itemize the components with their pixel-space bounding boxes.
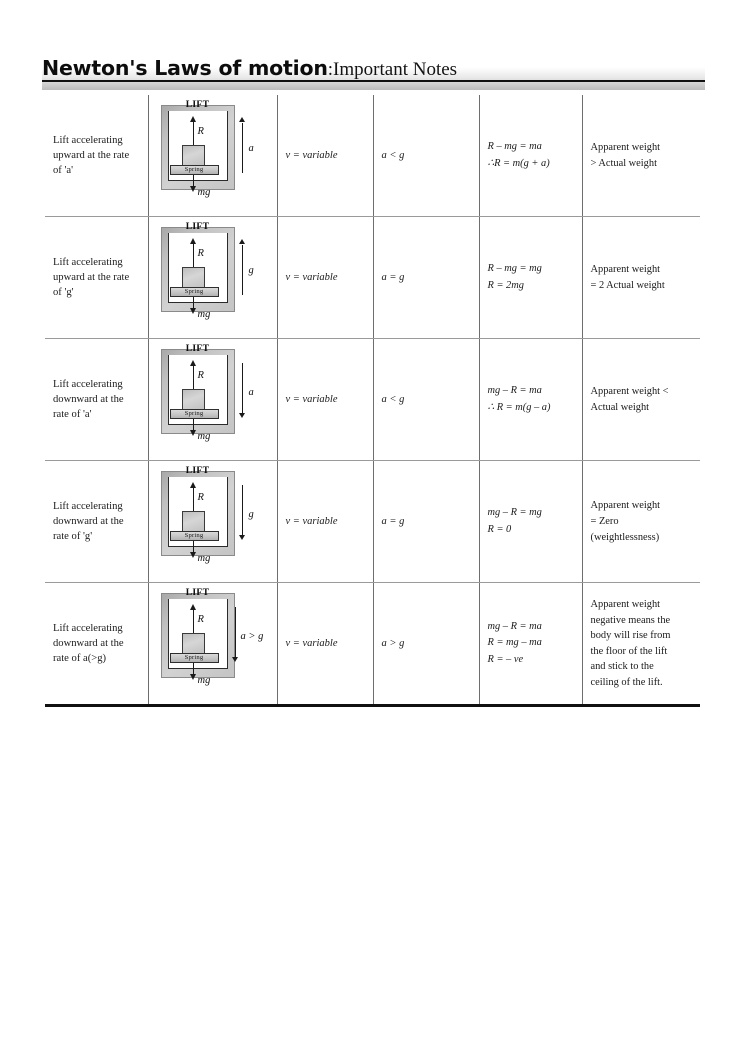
acceleration-arrow-head-icon — [239, 413, 245, 418]
lift-diagram-cell — [148, 95, 277, 217]
acceleration-arrow-head-icon — [239, 239, 245, 244]
page-title — [42, 56, 705, 82]
equations-cell — [479, 95, 582, 217]
body-block — [182, 633, 205, 654]
equation-line: mg – R = ma — [487, 384, 542, 396]
result-line: the floor of the lift — [590, 645, 668, 657]
acceleration-label: g — [248, 265, 254, 277]
lift-diagram — [157, 589, 269, 693]
weight-label: mg — [197, 431, 211, 443]
acceleration-text: a < g — [381, 394, 405, 406]
acceleration-arrow-head-icon — [239, 535, 245, 540]
velocity-text: v = variable — [285, 149, 338, 161]
velocity-text: v = variable — [285, 272, 338, 283]
spring-balance: Spring — [170, 409, 219, 419]
equations-cell — [479, 583, 582, 706]
case-description-cell — [45, 461, 148, 583]
equation-line: mg – R = ma — [487, 620, 542, 632]
result-line: Apparent weight — [590, 500, 661, 512]
lift-diagram — [157, 101, 269, 205]
acceleration-arrow-shaft — [242, 485, 243, 535]
result-line: Actual weight — [590, 401, 650, 413]
acceleration-label: a — [248, 143, 254, 154]
lift-label: LIFT — [185, 221, 210, 233]
velocity-cell — [277, 95, 373, 217]
result-cell — [582, 217, 700, 339]
normal-force-arrow-head-icon — [190, 604, 196, 610]
case-description-text: Lift accelerating downward at the rate of 'a' — [53, 379, 124, 421]
case-description-cell — [45, 339, 148, 461]
result-line: negative means the — [590, 614, 671, 626]
table-row — [45, 217, 700, 339]
acceleration-cell — [373, 95, 479, 217]
table-row — [45, 95, 700, 217]
acceleration-text: a < g — [381, 149, 405, 161]
weight-arrow-head-icon — [190, 430, 196, 436]
normal-force-label: R — [197, 370, 204, 382]
velocity-cell — [277, 583, 373, 706]
case-description-text: Lift accelerating upward at the rate of 'g' — [53, 257, 130, 299]
lift-label: LIFT — [185, 99, 210, 110]
case-description-cell — [45, 583, 148, 706]
lift-diagram-cell — [148, 461, 277, 583]
table-row — [45, 339, 700, 461]
acceleration-arrow-head-icon — [239, 117, 245, 122]
lift-diagram — [157, 345, 269, 449]
velocity-text: v = variable — [285, 638, 338, 650]
acceleration-label: a > g — [240, 631, 264, 643]
body-block — [182, 511, 205, 532]
acceleration-cell — [373, 461, 479, 583]
equation-line: R = 2mg — [487, 279, 524, 291]
equation-line: ∴R = m(g + a) — [487, 157, 550, 169]
weight-label: mg — [197, 553, 211, 565]
equation-line: R – mg = ma — [487, 140, 542, 152]
normal-force-arrow-head-icon — [190, 360, 196, 366]
spring-balance: Spring — [170, 165, 219, 175]
case-description-cell — [45, 95, 148, 217]
equation-line: ∴ R = m(g – a) — [487, 401, 551, 413]
equation-line: R – mg = mg — [487, 262, 542, 274]
lift-diagram-cell — [148, 339, 277, 461]
acceleration-arrow-shaft — [242, 363, 243, 413]
spring-balance: Spring — [170, 653, 219, 663]
velocity-text: v = variable — [285, 394, 338, 406]
result-line: = 2 Actual weight — [590, 279, 665, 291]
velocity-cell — [277, 461, 373, 583]
body-block — [182, 389, 205, 410]
spring-balance: Spring — [170, 531, 219, 541]
page-title-sub: :Important Notes — [327, 59, 458, 80]
acceleration-arrow-shaft — [235, 607, 236, 657]
normal-force-arrow-head-icon — [190, 116, 196, 122]
result-cell — [582, 461, 700, 583]
acceleration-arrow-head-icon — [232, 657, 238, 662]
body-block — [182, 145, 205, 166]
weight-label: mg — [197, 675, 211, 687]
table-body — [45, 95, 700, 706]
equation-line: R = – ve — [487, 654, 524, 666]
lift-label: LIFT — [185, 465, 210, 477]
normal-force-label: R — [197, 248, 204, 260]
weight-arrow-head-icon — [190, 674, 196, 680]
case-description-text: Lift accelerating downward at the rate of 'g' — [53, 501, 124, 543]
normal-force-label: R — [197, 492, 204, 504]
case-description-text: Lift accelerating upward at the rate of 'a' — [53, 134, 130, 177]
weight-label: mg — [197, 187, 211, 198]
normal-force-label: R — [197, 614, 204, 626]
normal-force-label: R — [197, 126, 204, 137]
equation-line: mg – R = mg — [487, 506, 542, 518]
acceleration-text: a > g — [381, 638, 405, 650]
velocity-cell — [277, 339, 373, 461]
table-row — [45, 461, 700, 583]
acceleration-label: g — [248, 509, 254, 521]
lift-diagram — [157, 223, 269, 327]
lift-diagram-cell — [148, 583, 277, 706]
result-line: Apparent weight — [590, 599, 661, 611]
result-line: body will rise from — [590, 630, 671, 642]
velocity-text: v = variable — [285, 516, 338, 528]
acceleration-label: a — [248, 387, 254, 399]
spring-balance: Spring — [170, 287, 219, 297]
case-description-cell — [45, 217, 148, 339]
body-block — [182, 267, 205, 288]
acceleration-arrow-shaft — [242, 245, 243, 295]
normal-force-arrow-head-icon — [190, 482, 196, 488]
normal-force-arrow-head-icon — [190, 238, 196, 244]
lift-diagram-cell — [148, 217, 277, 339]
lift-label: LIFT — [185, 587, 210, 599]
table-row — [45, 583, 700, 706]
acceleration-cell — [373, 583, 479, 706]
equations-cell — [479, 461, 582, 583]
weight-arrow-head-icon — [190, 552, 196, 558]
acceleration-text: a = g — [381, 516, 405, 528]
result-line: > Actual weight — [590, 157, 657, 169]
result-line: Apparent weight — [590, 264, 661, 275]
equation-line: R = 0 — [487, 523, 512, 535]
equations-cell — [479, 217, 582, 339]
acceleration-cell — [373, 217, 479, 339]
weight-arrow-head-icon — [190, 186, 196, 192]
weight-label: mg — [197, 309, 211, 321]
lift-diagram — [157, 467, 269, 571]
result-line: (weightlessness) — [590, 531, 660, 543]
case-description-text: Lift accelerating downward at the rate of a(>g) — [53, 623, 124, 665]
result-line: ceiling of the lift. — [590, 677, 663, 689]
result-line: Apparent weight — [590, 141, 661, 153]
velocity-cell — [277, 217, 373, 339]
acceleration-text: a = g — [381, 272, 405, 283]
acceleration-cell — [373, 339, 479, 461]
page-title-main: Newton's Laws of motion — [42, 56, 328, 80]
result-cell — [582, 339, 700, 461]
result-line: Apparent weight < — [590, 386, 669, 398]
equations-cell — [479, 339, 582, 461]
result-cell — [582, 583, 700, 706]
lift-cases-table — [45, 95, 700, 707]
weight-arrow-head-icon — [190, 308, 196, 314]
result-line: and stick to the — [590, 661, 654, 673]
lift-label: LIFT — [185, 343, 210, 355]
acceleration-arrow-shaft — [242, 123, 243, 173]
result-line: = Zero — [590, 515, 619, 527]
result-cell — [582, 95, 700, 217]
equation-line: R = mg – ma — [487, 637, 542, 649]
